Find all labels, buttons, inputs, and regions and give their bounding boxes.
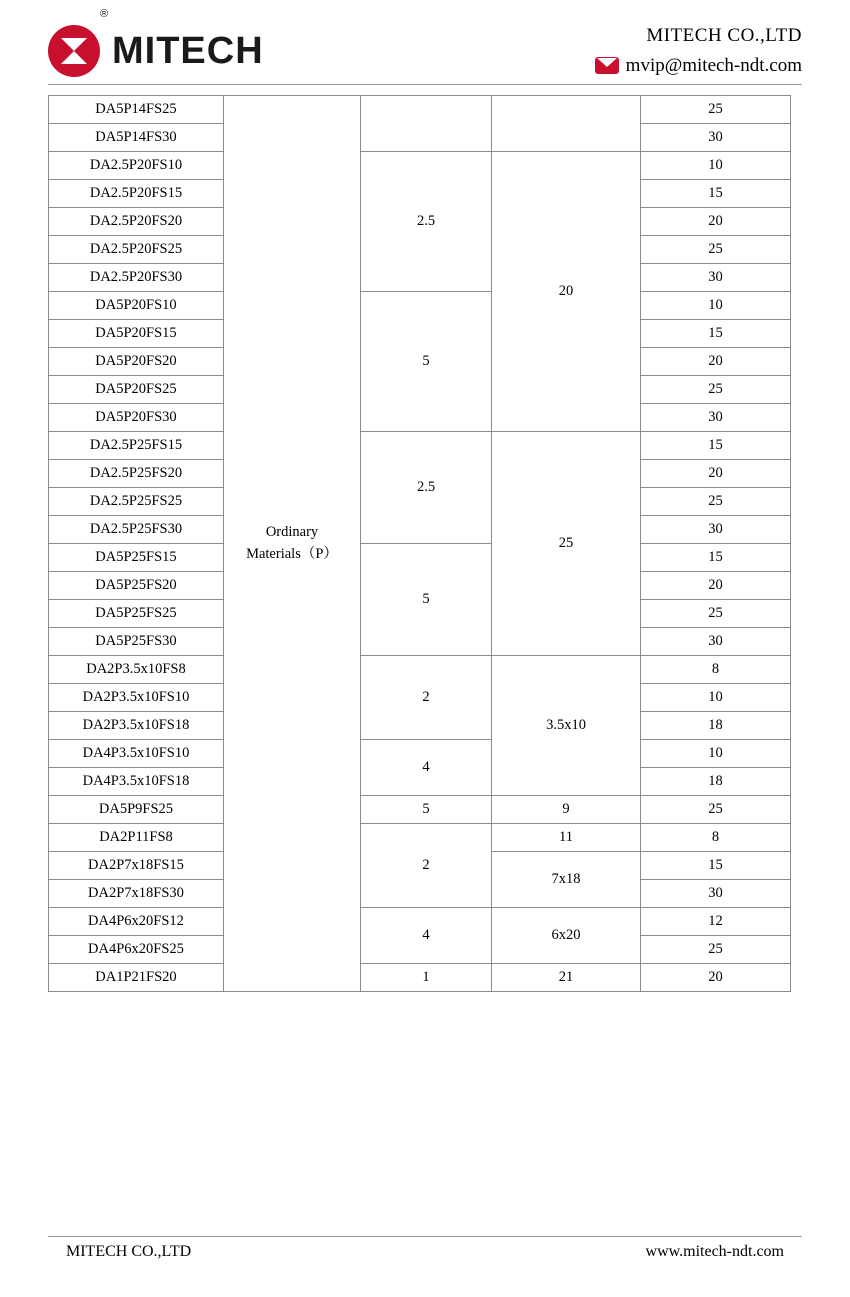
cell-range: 30 [641, 628, 791, 656]
cell-range: 8 [641, 656, 791, 684]
cell-frequency: 1 [361, 964, 492, 992]
cell-size: 25 [492, 432, 641, 656]
cell-range: 15 [641, 180, 791, 208]
cell-material [224, 96, 361, 992]
footer-company: MITECH CO.,LTD [66, 1243, 192, 1260]
mitech-logo-icon [48, 25, 100, 77]
cell-range: 8 [641, 824, 791, 852]
table-row [49, 964, 791, 992]
cell-frequency: 4 [361, 908, 492, 964]
cell-model: DA2P7x18FS15 [49, 852, 224, 880]
company-email: mvip@mitech-ndt.com [625, 55, 802, 76]
cell-range: 10 [641, 292, 791, 320]
cell-model: DA2.5P20FS10 [49, 152, 224, 180]
table-row [49, 824, 791, 852]
cell-model: DA5P20FS25 [49, 376, 224, 404]
cell-model: DA2.5P25FS30 [49, 516, 224, 544]
cell-model: DA5P25FS25 [49, 600, 224, 628]
brand-label: MITECH [112, 29, 264, 72]
cell-model: DA5P14FS25 [49, 96, 224, 124]
table-row [49, 432, 791, 460]
footer-divider [48, 1236, 802, 1237]
company-block [595, 23, 802, 78]
cell-size: 11 [492, 824, 641, 852]
table-row [49, 96, 791, 124]
cell-model: DA2.5P25FS20 [49, 460, 224, 488]
cell-range: 12 [641, 908, 791, 936]
cell-range: 15 [641, 320, 791, 348]
cell-range: 25 [641, 488, 791, 516]
cell-model: DA2.5P20FS25 [49, 236, 224, 264]
cell-model: DA5P9FS25 [49, 796, 224, 824]
cell-range: 20 [641, 572, 791, 600]
cell-model: DA2.5P25FS25 [49, 488, 224, 516]
cell-model: DA5P14FS30 [49, 124, 224, 152]
material-line-1: Ordinary [265, 523, 319, 540]
brand-name [100, 7, 264, 73]
cell-frequency: 2 [361, 824, 492, 908]
cell-range: 20 [641, 964, 791, 992]
cell-range: 25 [641, 376, 791, 404]
cell-range: 30 [641, 880, 791, 908]
table-row [49, 152, 791, 180]
cell-frequency: 2.5 [361, 152, 492, 292]
cell-model: DA5P25FS30 [49, 628, 224, 656]
cell-range: 20 [641, 348, 791, 376]
table-row [49, 544, 791, 572]
table-row [49, 656, 791, 684]
cell-model: DA1P21FS20 [49, 964, 224, 992]
cell-frequency: 5 [361, 292, 492, 432]
cell-range: 15 [641, 432, 791, 460]
cell-range: 10 [641, 152, 791, 180]
cell-range: 18 [641, 768, 791, 796]
cell-frequency: 2.5 [361, 432, 492, 544]
cell-model: DA5P25FS20 [49, 572, 224, 600]
cell-range: 20 [641, 460, 791, 488]
cell-frequency: 2 [361, 656, 492, 740]
cell-range: 30 [641, 404, 791, 432]
cell-range: 18 [641, 712, 791, 740]
cell-model: DA5P20FS20 [49, 348, 224, 376]
cell-frequency [361, 96, 492, 152]
registered-mark: ® [100, 7, 110, 20]
cell-model: DA4P3.5x10FS18 [49, 768, 224, 796]
cell-size: 9 [492, 796, 641, 824]
company-email-line [595, 53, 802, 79]
cell-model: DA5P20FS30 [49, 404, 224, 432]
cell-range: 30 [641, 124, 791, 152]
cell-frequency: 4 [361, 740, 492, 796]
header-divider [48, 84, 802, 85]
brand-block [48, 7, 264, 77]
cell-model: DA2.5P20FS20 [49, 208, 224, 236]
cell-range: 25 [641, 936, 791, 964]
cell-range: 20 [641, 208, 791, 236]
cell-model: DA2.5P25FS15 [49, 432, 224, 460]
page-header [48, 0, 802, 80]
cell-model: DA4P6x20FS25 [49, 936, 224, 964]
table-row [49, 796, 791, 824]
cell-range: 15 [641, 852, 791, 880]
cell-frequency: 5 [361, 544, 492, 656]
cell-size [492, 96, 641, 152]
cell-range: 25 [641, 236, 791, 264]
cell-frequency: 5 [361, 796, 492, 824]
cell-size: 20 [492, 152, 641, 432]
cell-range: 10 [641, 740, 791, 768]
cell-model: DA5P20FS15 [49, 320, 224, 348]
table-row [49, 292, 791, 320]
cell-size: 7x18 [492, 852, 641, 908]
cell-range: 25 [641, 796, 791, 824]
page-footer [48, 1236, 802, 1261]
cell-range: 30 [641, 516, 791, 544]
cell-model: DA4P6x20FS12 [49, 908, 224, 936]
company-name: MITECH CO.,LTD [646, 25, 802, 47]
cell-model: DA5P20FS10 [49, 292, 224, 320]
cell-model: DA2.5P20FS30 [49, 264, 224, 292]
cell-range: 30 [641, 264, 791, 292]
table-row [49, 908, 791, 936]
cell-model: DA2P3.5x10FS10 [49, 684, 224, 712]
cell-model: DA2.5P20FS15 [49, 180, 224, 208]
cell-model: DA5P25FS15 [49, 544, 224, 572]
specification-table [48, 95, 791, 992]
cell-size: 21 [492, 964, 641, 992]
cell-size: 3.5x10 [492, 656, 641, 796]
cell-range: 10 [641, 684, 791, 712]
material-line-2: Materials（P） [246, 545, 338, 562]
cell-model: DA2P11FS8 [49, 824, 224, 852]
footer-website[interactable]: www.mitech-ndt.com [645, 1243, 784, 1260]
cell-model: DA2P7x18FS30 [49, 880, 224, 908]
envelope-icon [595, 57, 619, 74]
cell-range: 25 [641, 96, 791, 124]
cell-model: DA2P3.5x10FS18 [49, 712, 224, 740]
cell-range: 15 [641, 544, 791, 572]
cell-size: 6x20 [492, 908, 641, 964]
cell-range: 25 [641, 600, 791, 628]
table-row [49, 740, 791, 768]
cell-model: DA4P3.5x10FS10 [49, 740, 224, 768]
cell-model: DA2P3.5x10FS8 [49, 656, 224, 684]
